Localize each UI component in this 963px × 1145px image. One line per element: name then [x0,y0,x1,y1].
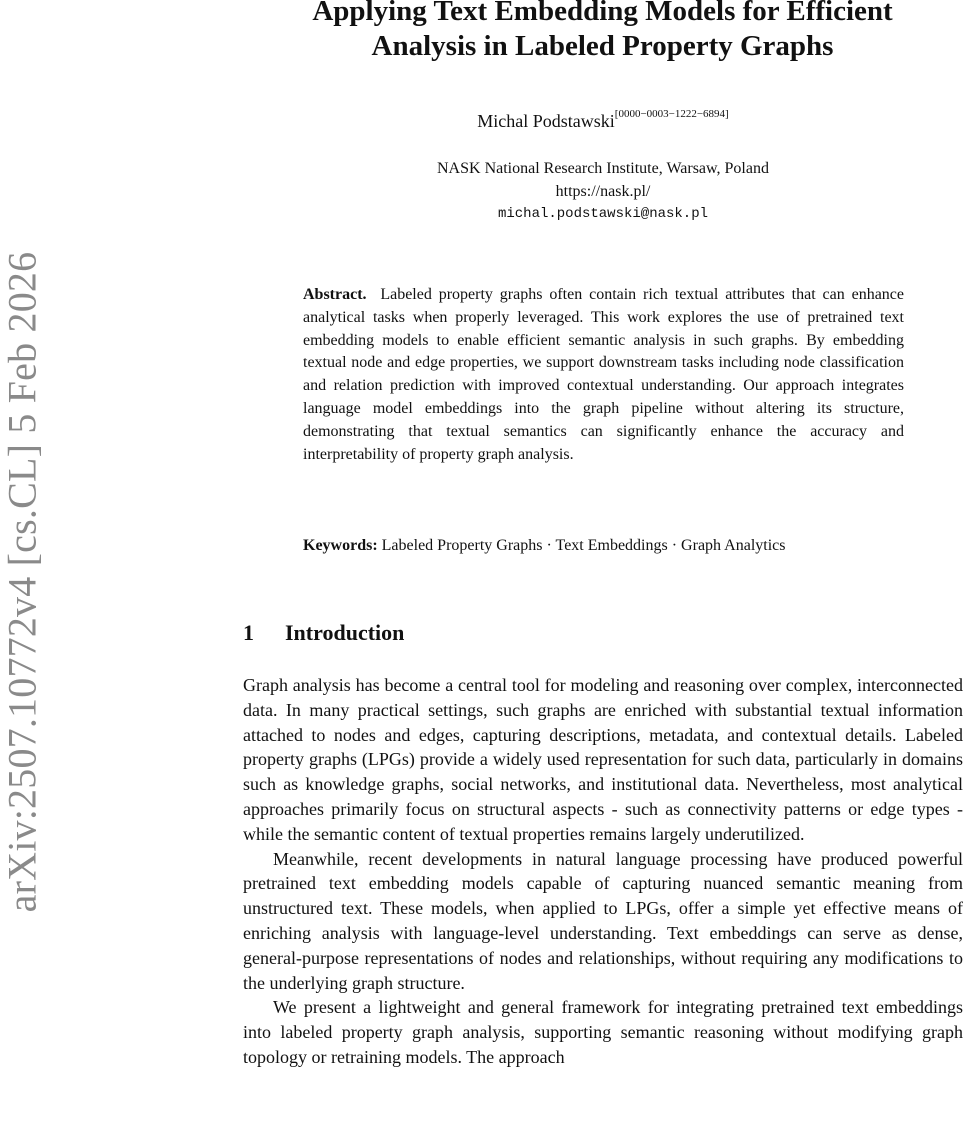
paper-title-line-2: Analysis in Labeled Property Graphs [371,30,834,62]
institution-url[interactable]: https://nask.pl/ [555,183,651,200]
abstract-label: Abstract. [303,286,367,303]
keywords-text: Labeled Property Graphs · Text Embeddings · Graph Analytics [381,537,786,554]
keywords [303,535,904,558]
body-paragraph-2: Meanwhile, recent developments in natural language processing have produced powerful pretrained text embedding models capable of capturing nuanced semantic meaning from unstructured text. These models, when applied to LPGs, offer a simple yet effective means of enriching analysis with language-level understanding. Text embeddings can serve as dense, general-purpose representations of nodes and relationships, without requiring any modifications to the underlying graph structure. [243,848,963,993]
body-paragraph-3: We present a lightweight and general framework for integrating pretrained text embeddings into labeled property graph analysis, supporting semantic reasoning without modifying graph topology or retraining models. The approach [243,997,963,1067]
author-name: Michal Podstawski [477,111,615,131]
section-heading [243,620,404,646]
author-email[interactable]: michal.podstawski@nask.pl [497,206,709,222]
affiliation-block [243,157,963,226]
abstract [303,284,904,466]
author-orcid: [0000−0003−1222−6894] [614,108,729,120]
body-text [243,673,963,1070]
arxiv-identifier: arXiv:2507.10772v4 [cs.CL] 5 Feb 2026 [0,251,45,913]
author-line [243,108,963,132]
section-number: 1 [243,620,254,645]
paper-title [200,0,963,64]
institution: NASK National Research Institute, Warsaw, Poland [437,160,769,177]
abstract-text: Labeled property graphs often contain rich textual attributes that can enhance analytical tasks when properly leveraged. This work explores the use of pretrained text embedding models to enable efficient semantic analysis in such graphs. By embedding textual node and edge properties, we support downstream tasks including node classification and relation prediction with improved contextual understanding. Our approach integrates language model embeddings into the graph pipeline without altering its structure, demonstrating that textual semantics can significantly enhance the accuracy and interpretability of property graph analysis. [303,286,905,463]
arxiv-sidebar-stamp [0,230,44,935]
paper-title-line-1: Applying Text Embedding Models for Efficient [312,0,893,27]
section-title: Introduction [285,620,405,645]
body-paragraph-1: Graph analysis has become a central tool for modeling and reasoning over complex, interconnected data. In many practical settings, such graphs are enriched with substantial textual information attached to nodes and edges, capturing descriptions, metadata, and contextual details. Labeled property graphs (LPGs) provide a widely used representation for such data, particularly in domains such as knowledge graphs, social networks, and institutional data. Nevertheless, most analytical approaches primarily focus on structural aspects - such as connectivity patterns or edge types - while the semantic content of textual properties remains largely underutilized. [243,675,963,844]
keywords-label: Keywords: [303,537,378,554]
